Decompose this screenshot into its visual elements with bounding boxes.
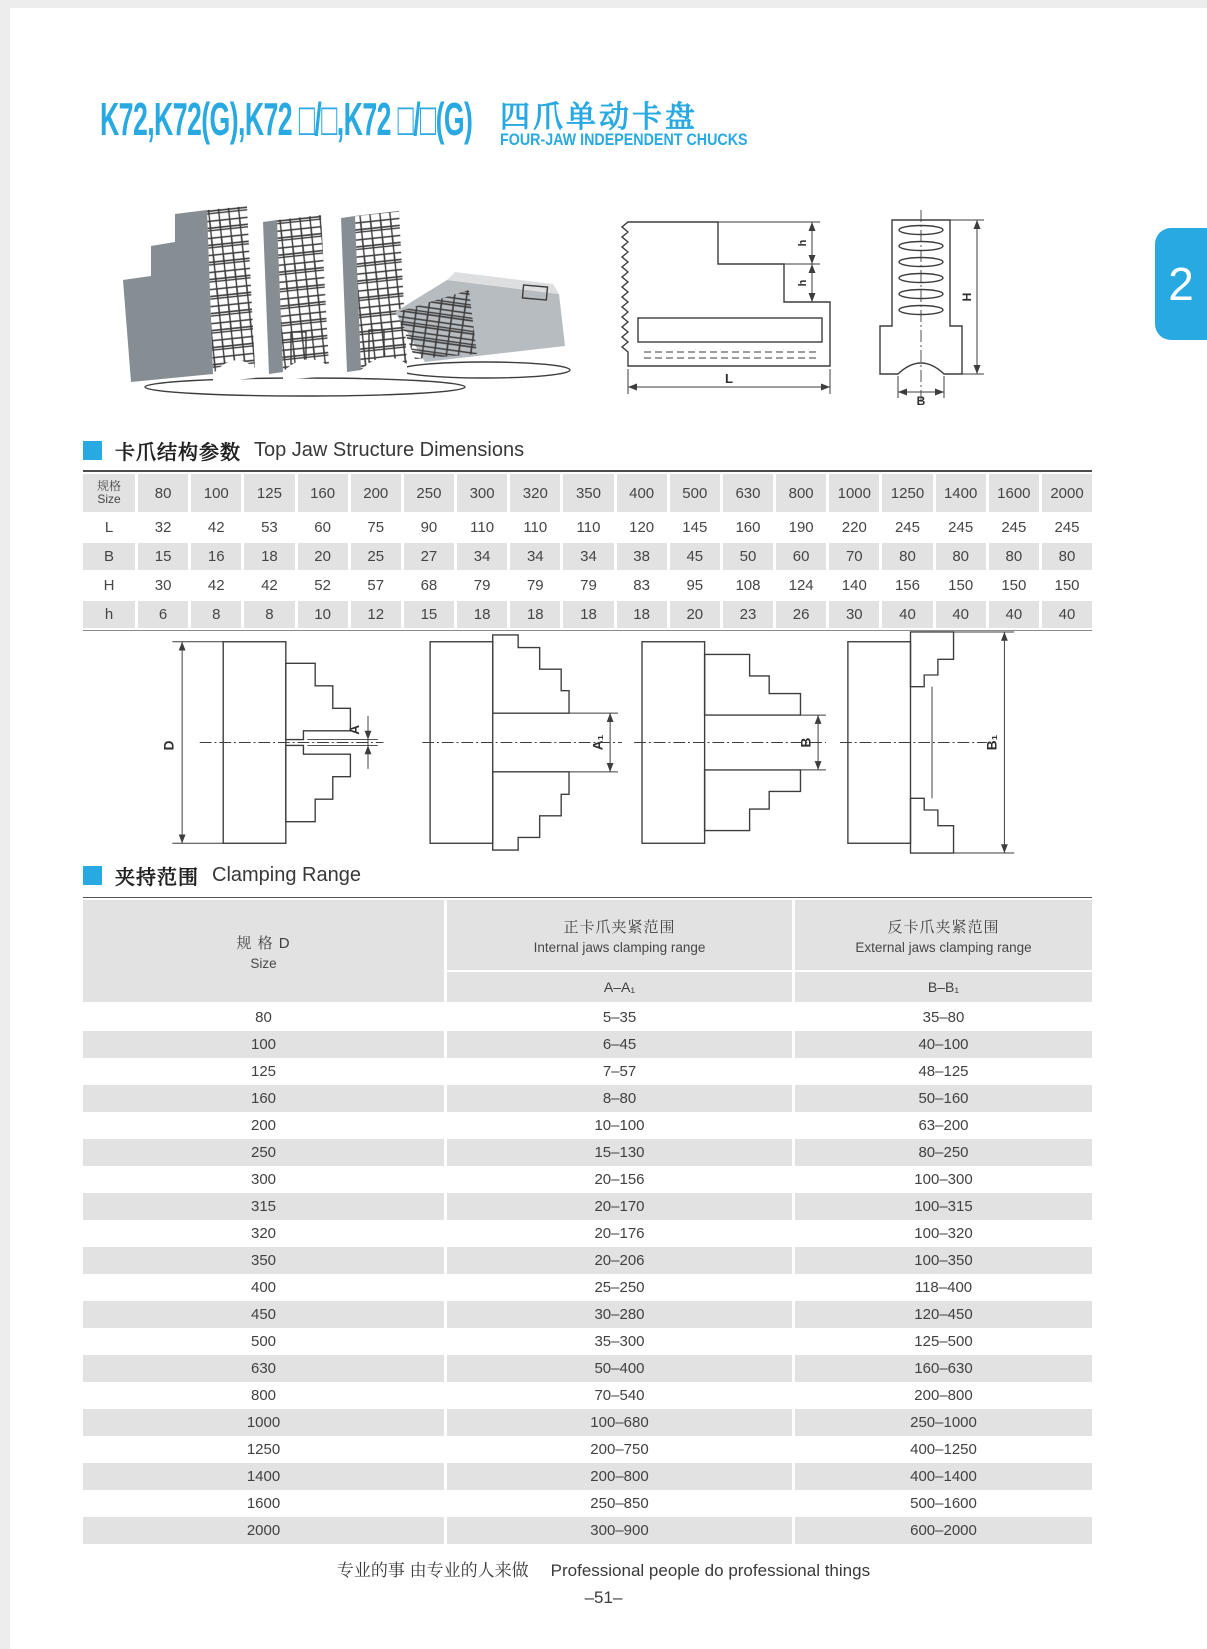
section-jaw-dimensions [83,436,524,465]
jaw-value-cell: 75 [367,519,385,536]
jaw-row-label: B [83,543,135,570]
clamp-size-cell: 630 [83,1355,444,1382]
jaw-value-cell: 27 [404,543,454,570]
clamp-col-external-title [795,900,1092,970]
clamp-size-cell: 1600 [246,1495,281,1512]
jaw-table-row [83,514,1092,541]
clamp-table-row [83,1058,1092,1085]
jaw-size-header-cell: 800 [776,474,826,512]
clamp-external-range-cell: 80–250 [795,1139,1092,1166]
clamp-internal-range-cell: 30–280 [447,1301,792,1328]
jaw-value-cell: 38 [617,543,667,570]
clamp-col-size [83,900,444,1002]
jaw-table-row [83,601,1092,628]
jaw-value-cell: 30 [154,577,172,594]
dim-label-B1: B₁ [984,734,1000,751]
clamp-internal-range-cell: 70–540 [594,1387,645,1404]
jaw-value-cell: 80 [989,543,1039,570]
jaw-value-cell: 12 [351,601,401,628]
jaw-value-cell: 160 [735,519,761,536]
clamp-table-header [83,900,1092,1002]
jaw-value-cell: 245 [1054,519,1080,536]
clamp-internal-range-cell: 250–850 [590,1495,649,1512]
clamp-size-cell: 400 [250,1279,277,1296]
footer-slogan-cn: 专业的事 由专业的人来做 [336,1561,529,1580]
section-title-cn: 卡爪结构参数 [115,442,241,464]
dim-label-B: B [798,737,814,748]
clamp-external-range-cell: 160–630 [795,1355,1092,1382]
jaw-size-header-cell: 160 [298,474,348,512]
jaw-value-cell: 18 [457,601,507,628]
clamp-col-internal-en: Internal jaws clamping range [533,939,706,955]
clamp-internal-range-cell: 300–900 [447,1517,792,1544]
jaw-value-cell: 150 [1001,577,1027,594]
clamp-table-row [83,1436,1092,1463]
clamp-table-row [83,1463,1092,1490]
dim-label-L: L [725,371,733,386]
clamp-table-row [83,1328,1092,1355]
clamp-table-body [83,1004,1092,1544]
jaw-table-corner-cell [83,474,135,512]
jaw-value-cell: 120 [629,519,655,536]
chuck-drawing-A1 [420,630,630,855]
jaw-value-cell: 110 [576,519,601,536]
jaw-table-row [83,543,1092,570]
jaw-side-view-drawing [598,206,838,406]
clamp-external-range-cell: 200–800 [914,1387,973,1404]
jaw-value-cell: 80 [1042,543,1092,570]
jaw-value-cell: 52 [314,577,331,594]
clamp-col-external-cn: 反卡爪夹紧范围 [887,918,1000,936]
clamp-col-internal-title [447,900,792,970]
jaw-value-cell: 34 [510,543,560,570]
clamp-internal-range-cell: 200–750 [590,1441,649,1458]
jaw-row-label: H [103,577,115,594]
jaw-value-cell: 245 [1001,519,1027,536]
jaw-value-cell: 40 [1042,601,1092,628]
clamp-table-row [83,1355,1092,1382]
clamp-internal-range-cell: 20–176 [594,1225,645,1242]
clamp-external-range-cell: 100–350 [795,1247,1092,1274]
jaw-value-cell: 45 [670,543,720,570]
jaw-value-cell: 26 [776,601,826,628]
jaw-value-cell: 57 [367,577,385,594]
page-edge-top [0,0,1207,8]
clamp-size-cell: 100 [83,1031,444,1058]
clamp-external-range-cell: 100–315 [795,1193,1092,1220]
clamp-table-row [83,1220,1092,1247]
jaw-value-cell: 23 [723,601,773,628]
clamp-internal-range-cell: 6–45 [447,1031,792,1058]
clamp-external-range-cell: 400–1250 [910,1441,977,1458]
jaw-value-cell: 68 [420,577,438,594]
clamp-external-range-cell: 35–80 [922,1009,965,1026]
chuck-drawing-B [632,630,832,855]
clamp-col-external [795,900,1092,1002]
jaw-value-cell: 150 [1054,577,1080,594]
clamp-table-row [83,1139,1092,1166]
jaw-value-cell: 42 [207,519,225,536]
dim-label-B-front: B [916,394,926,406]
clamp-external-range-cell: 400–1400 [795,1463,1092,1490]
jaw-table-corner-en: Size [97,492,121,506]
jaw-value-cell: 220 [841,519,867,536]
jaw-size-header-cell: 200 [351,474,401,512]
clamp-size-cell: 800 [250,1387,277,1404]
jaw-row-label: L [104,519,114,536]
clamp-external-range-cell: 100–300 [914,1171,973,1188]
jaw-value-cell: 8 [191,601,241,628]
clamp-col-external-sub: B–B₁ [795,972,1092,1002]
chapter-number: 2 [1168,258,1194,310]
clamp-internal-range-cell: 20–206 [447,1247,792,1274]
clamp-external-range-cell: 120–450 [795,1301,1092,1328]
clamp-external-range-cell: 48–125 [918,1063,969,1080]
jaw-size-header-cell: 1400 [936,474,986,512]
clamp-table-row [83,1382,1092,1409]
jaw-value-cell: 79 [526,577,544,594]
jaw-value-cell: 156 [894,577,920,594]
jaw-value-cell: 8 [244,601,294,628]
jaw-value-cell: 15 [138,543,188,570]
clamp-internal-range-cell: 7–57 [602,1063,637,1080]
page-subtitle-cn: 四爪单动卡盘 [500,101,698,134]
clamp-col-size-cn: 规 格 D [236,934,291,952]
jaw-value-cell: 25 [351,543,401,570]
jaw-value-cell: 34 [563,543,613,570]
clamp-table-row [83,1031,1092,1058]
clamp-size-cell: 125 [250,1063,277,1080]
jaw-value-cell: 145 [682,519,708,536]
jaw-row-label: h [83,601,135,628]
jaw-value-cell: 40 [989,601,1039,628]
jaw-size-header-cell: 500 [670,474,720,512]
jaw-size-header-cell: 2000 [1042,474,1092,512]
clamp-col-external-en: External jaws clamping range [855,939,1032,955]
clamp-table-row [83,1517,1092,1544]
jaw-table-corner-cn: 规格 [96,479,121,493]
clamp-external-range-cell: 50–160 [795,1085,1092,1112]
jaw-value-cell: 40 [936,601,986,628]
clamp-size-cell: 320 [250,1225,277,1242]
clamp-table-row [83,1004,1092,1031]
dim-label-h-lower: h [797,279,809,287]
jaw-value-cell: 50 [723,543,773,570]
jaw-structure-table [83,470,1092,631]
page-title: K72,K72(G),K72 □/□,K72 □/□(G) [100,93,473,145]
jaw-size-header-cell: 100 [191,474,241,512]
clamp-external-range-cell: 125–500 [914,1333,973,1350]
clamp-table-row [83,1112,1092,1139]
dim-label-A1: A₁ [590,734,606,751]
jaw-value-cell: 80 [936,543,986,570]
page-number: –51– [584,1588,623,1607]
jaw-value-cell: 18 [563,601,613,628]
jaw-value-cell: 18 [510,601,560,628]
clamp-internal-range-cell: 10–100 [594,1117,645,1134]
jaw-value-cell: 20 [670,601,720,628]
jaw-value-cell: 16 [191,543,241,570]
jaw-value-cell: 30 [829,601,879,628]
dim-label-h-upper: h [797,239,809,247]
jaw-front-view-drawing [860,206,990,406]
jaw-value-cell: 79 [580,577,597,594]
jaw-value-cell: 6 [138,601,188,628]
jaw-value-cell: 79 [473,577,491,594]
jaw-value-cell: 110 [470,519,495,536]
jaw-table-header-row [83,474,1092,512]
clamp-size-cell: 160 [83,1085,444,1112]
jaw-value-cell: 10 [298,601,348,628]
footer-slogan-en: Professional people do professional things [550,1561,871,1580]
dim-label-A: A [347,724,363,735]
jaw-value-cell: 53 [261,519,278,536]
clamp-size-cell: 500 [250,1333,277,1350]
jaw-size-header-cell: 80 [138,474,188,512]
jaw-size-header-cell: 125 [244,474,294,512]
clamp-table-row [83,1166,1092,1193]
page-subtitle-en: FOUR-JAW INDEPENDENT CHUCKS [500,130,748,149]
jaw-value-cell: 90 [420,519,438,536]
clamp-table-row [83,1490,1092,1517]
clamp-external-range-cell: 600–2000 [795,1517,1092,1544]
clamp-col-internal [447,900,792,1002]
clamp-col-internal-cn: 正卡爪夹紧范围 [563,918,676,936]
clamp-col-size-en: Size [250,955,277,971]
jaw-value-cell: 83 [633,577,650,594]
clamp-table-row [83,1301,1092,1328]
clamp-size-cell: 1000 [83,1409,444,1436]
jaw-value-cell: 80 [882,543,932,570]
clamp-external-range-cell: 63–200 [918,1117,969,1134]
clamp-external-range-cell: 100–320 [914,1225,973,1242]
clamp-size-cell: 450 [83,1301,444,1328]
clamp-internal-range-cell: 15–130 [447,1139,792,1166]
clamp-size-cell: 1400 [83,1463,444,1490]
jaw-value-cell: 34 [457,543,507,570]
jaw-size-header-cell: 1250 [882,474,932,512]
clamp-size-cell: 80 [255,1009,272,1026]
clamp-table-row [83,1247,1092,1274]
dim-label-D: D [161,740,177,751]
section-title-en: Clamping Range [212,864,361,886]
jaw-value-cell: 60 [776,543,826,570]
jaw-value-cell: 110 [523,519,548,536]
clamp-size-cell: 1250 [246,1441,281,1458]
clamp-internal-range-cell: 50–400 [447,1355,792,1382]
jaw-size-header-cell: 250 [404,474,454,512]
jaw-value-cell: 140 [841,577,867,594]
clamp-col-internal-sub: A–A₁ [447,972,792,1002]
clamp-internal-range-cell: 200–800 [447,1463,792,1490]
jaw-value-cell: 20 [298,543,348,570]
jaw-value-cell: 70 [829,543,879,570]
jaw-value-cell: 150 [948,577,974,594]
chuck-drawing-D-A [158,630,398,855]
clamp-external-range-cell: 500–1600 [910,1495,977,1512]
jaw-value-cell: 245 [948,519,974,536]
jaw-size-header-cell: 1600 [989,474,1039,512]
jaw-size-header-cell: 630 [723,474,773,512]
clamp-table-row [83,1409,1092,1436]
jaw-value-cell: 245 [894,519,920,536]
jaw-value-cell: 108 [735,577,761,594]
clamp-internal-range-cell: 5–35 [602,1009,637,1026]
chuck-drawing-B1 [838,630,1028,855]
clamp-internal-range-cell: 20–156 [594,1171,645,1188]
clamp-size-cell: 2000 [83,1517,444,1544]
section-marker-icon [83,866,102,885]
jaw-size-header-cell: 400 [617,474,667,512]
clamp-internal-range-cell: 25–250 [594,1279,645,1296]
clamp-table-row [83,1193,1092,1220]
clamping-range-table [83,897,1092,1544]
footer-slogan [0,1556,1207,1581]
jaw-value-cell: 40 [882,601,932,628]
jaw-size-header-cell: 1000 [829,474,879,512]
clamp-size-cell: 300 [250,1171,277,1188]
jaw-value-cell: 18 [244,543,294,570]
jaw-value-cell: 60 [314,519,331,536]
clamp-internal-range-cell: 20–170 [447,1193,792,1220]
jaw-value-cell: 95 [686,577,704,594]
clamp-table-row [83,1274,1092,1301]
section-title-en: Top Jaw Structure Dimensions [254,439,525,461]
clamp-external-range-cell: 40–100 [795,1031,1092,1058]
jaw-value-cell: 190 [788,519,814,536]
jaw-value-cell: 32 [154,519,172,536]
clamp-size-cell: 250 [83,1139,444,1166]
clamp-size-cell: 200 [250,1117,277,1134]
page-edge-left [0,0,10,1649]
clamp-size-cell: 315 [83,1193,444,1220]
jaw-value-cell: 18 [617,601,667,628]
clamp-size-cell: 350 [83,1247,444,1274]
clamp-external-range-cell: 250–1000 [795,1409,1092,1436]
chapter-tab [1155,228,1207,340]
jaw-value-cell: 124 [788,577,814,594]
jaw-size-header-cell: 320 [510,474,560,512]
jaw-size-header-cell: 300 [457,474,507,512]
dim-label-H: H [960,292,974,302]
jaw-value-cell: 42 [261,577,278,594]
section-clamping-range [83,861,361,890]
jaw-value-cell: 15 [404,601,454,628]
clamp-internal-range-cell: 100–680 [447,1409,792,1436]
jaw-size-header-cell: 350 [563,474,613,512]
section-marker-icon [83,441,102,460]
product-photo [95,182,575,404]
jaw-value-cell: 42 [207,577,225,594]
clamp-internal-range-cell: 35–300 [594,1333,645,1350]
clamp-external-range-cell: 118–400 [914,1279,973,1296]
section-title-cn: 夹持范围 [115,867,199,889]
clamp-internal-range-cell: 8–80 [447,1085,792,1112]
clamp-table-row [83,1085,1092,1112]
jaw-table-row [83,572,1092,599]
